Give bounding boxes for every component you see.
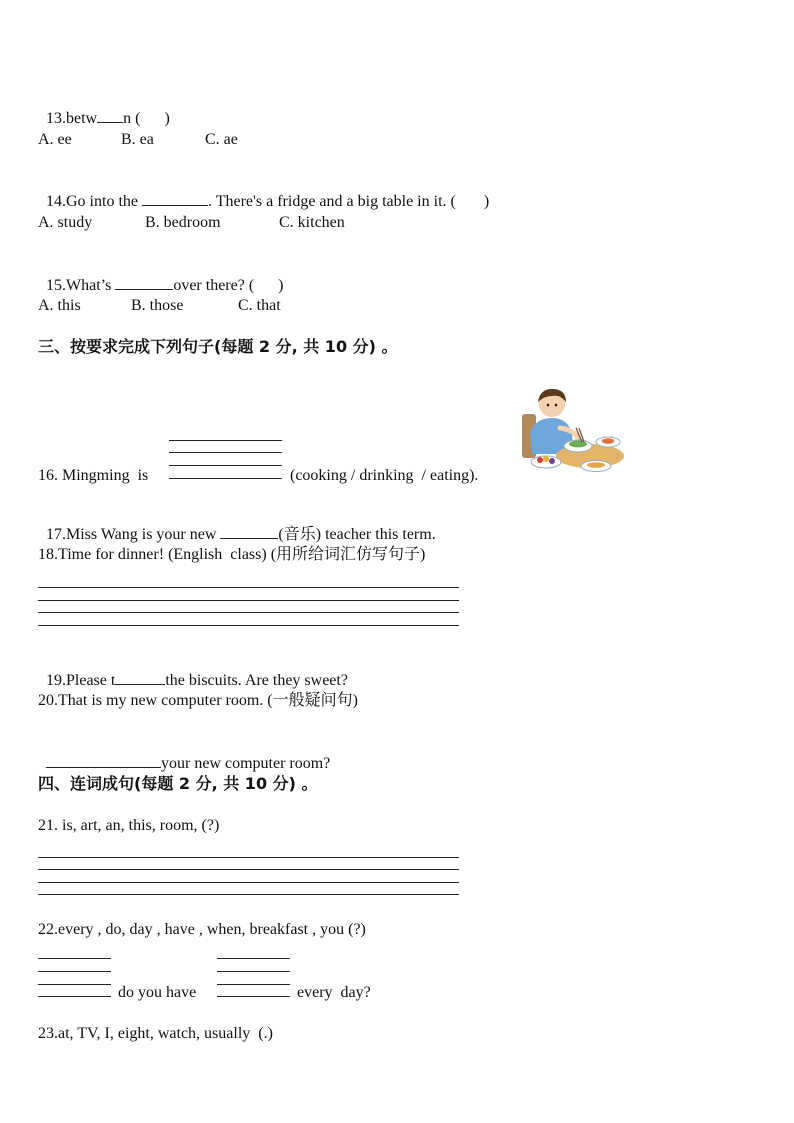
q16-answer-line-1[interactable] xyxy=(169,440,282,441)
q16-answer-line-4[interactable] xyxy=(169,478,282,479)
q13-option-a[interactable]: A. ee xyxy=(38,131,72,148)
question-19 xyxy=(38,650,348,691)
q18-answer-line-1[interactable] xyxy=(38,587,459,588)
q16-answer-line-2[interactable] xyxy=(169,452,282,453)
q16-answer-line-3[interactable] xyxy=(169,465,282,466)
q19-prefix: 19.Please t xyxy=(46,672,116,689)
question-23: 23.at, TV, I, eight, watch, usually (.) xyxy=(38,1025,273,1042)
q17-blank[interactable] xyxy=(220,524,278,539)
q19-blank[interactable] xyxy=(115,670,165,685)
q13-option-c[interactable]: C. ae xyxy=(205,131,238,148)
q13-prefix: 13.betw xyxy=(46,110,98,127)
q20-blank[interactable] xyxy=(46,753,161,768)
q14-option-a[interactable]: A. study xyxy=(38,214,93,231)
q14-option-b[interactable]: B. bedroom xyxy=(145,214,221,231)
q22-middle-text: do you have xyxy=(118,984,197,1001)
q18-answer-line-3[interactable] xyxy=(38,612,459,613)
q15-prefix: 15.What’s xyxy=(46,277,116,294)
q17-suffix: (音乐) teacher this term. xyxy=(278,526,436,543)
question-21: 21. is, art, an, this, room, (?) xyxy=(38,817,220,834)
question-20: 20.That is my new computer room. (一般疑问句) xyxy=(38,692,358,709)
q15-option-a[interactable]: A. this xyxy=(38,297,81,314)
question-22: 22.every , do, day , have , when, breakfast , you (?) xyxy=(38,921,366,938)
question-16-prefix: 16. Mingming is xyxy=(38,467,149,484)
q22-blank-2-line-3[interactable] xyxy=(217,984,290,985)
q22-end-text: every day? xyxy=(297,984,371,1001)
q14-prefix: 14.Go into the xyxy=(46,193,142,210)
boy-eating-dinner-illustration xyxy=(516,384,628,476)
q22-blank-2-line-2[interactable] xyxy=(217,971,290,972)
question-14 xyxy=(38,171,489,212)
q21-answer-line-3[interactable] xyxy=(38,882,459,883)
q22-blank-2-line-1[interactable] xyxy=(217,958,290,959)
q15-option-b[interactable]: B. those xyxy=(131,297,184,314)
q21-answer-line-2[interactable] xyxy=(38,869,459,870)
q13-suffix: n ( ) xyxy=(123,110,170,127)
question-16-choices: (cooking / drinking / eating). xyxy=(290,467,479,484)
q14-option-c[interactable]: C. kitchen xyxy=(279,214,345,231)
question-15 xyxy=(38,255,284,296)
question-20-answer xyxy=(38,733,330,774)
section-4-heading: 四、连词成句(每题 2 分, 共 10 分) 。 xyxy=(38,774,318,793)
q13-option-b[interactable]: B. ea xyxy=(121,131,154,148)
q18-answer-line-4[interactable] xyxy=(38,625,459,626)
q21-answer-line-4[interactable] xyxy=(38,894,459,895)
q15-option-c[interactable]: C. that xyxy=(238,297,281,314)
q17-prefix: 17.Miss Wang is your new xyxy=(46,526,221,543)
question-17 xyxy=(38,504,436,545)
q21-answer-line-1[interactable] xyxy=(38,857,459,858)
q15-blank[interactable] xyxy=(115,275,173,290)
q14-blank[interactable] xyxy=(142,191,208,206)
q15-suffix: over there? ( ) xyxy=(173,277,284,294)
q13-blank[interactable] xyxy=(97,108,123,123)
question-13 xyxy=(38,88,170,129)
q18-answer-line-2[interactable] xyxy=(38,600,459,601)
q22-blank-1-line-1[interactable] xyxy=(38,958,111,959)
q20-answer-suffix: your new computer room? xyxy=(161,755,331,772)
q22-blank-2-line-4[interactable] xyxy=(217,996,290,997)
q22-blank-1-line-3[interactable] xyxy=(38,984,111,985)
question-18: 18.Time for dinner! (English class) (用所给词汇仿写句子) xyxy=(38,546,426,563)
q22-blank-1-line-4[interactable] xyxy=(38,996,111,997)
q14-suffix: . There's a fridge and a big table in it. ( ) xyxy=(208,193,490,210)
q19-suffix: the biscuits. Are they sweet? xyxy=(165,672,348,689)
q22-blank-1-line-2[interactable] xyxy=(38,971,111,972)
section-3-heading: 三、按要求完成下列句子(每题 2 分, 共 10 分) 。 xyxy=(38,337,398,356)
